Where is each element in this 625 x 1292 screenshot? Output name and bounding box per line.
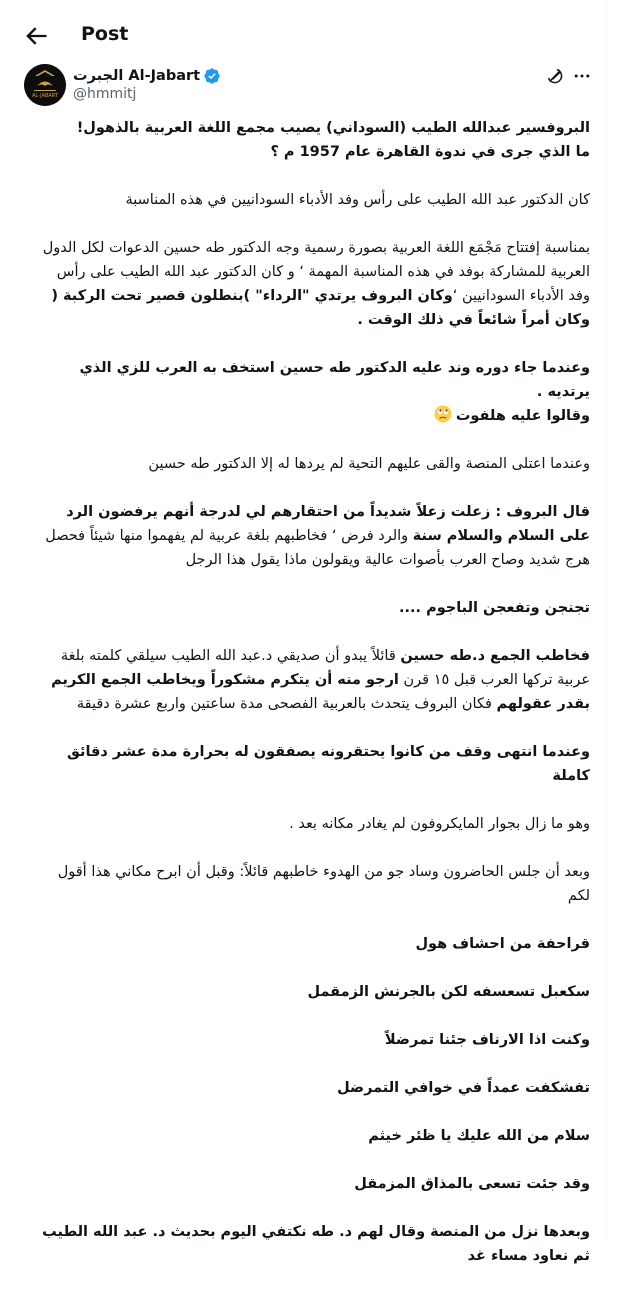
paragraph-bold-text: قال البروف : زعلت زعلاً شديداً من احتقارهم لي لدرجة أنهم يرفضون الرد على السلام والسلام سنة bbox=[66, 504, 590, 544]
paragraph-bold-text: ارجو منه أن يتكرم مشكوراً ويخاطب الجمع الكريم بقدر عقولهم bbox=[51, 672, 590, 712]
grok-icon[interactable] bbox=[545, 66, 565, 86]
tweet-paragraph bbox=[40, 500, 590, 572]
back-arrow-icon[interactable] bbox=[22, 22, 50, 50]
paragraph-bold-text: فخاطب الجمع د.طه حسين bbox=[400, 648, 590, 664]
avatar-text: AL-JABART bbox=[31, 93, 59, 99]
paragraph-text: والرد فرض ‘ فخاطبهم بلغة عربية لم يفهموا منها شيئاً فحصل هرج شديد وصاح العرب بأصوات عالية ويقولون ماذا يقول هذا الرجل bbox=[45, 528, 590, 568]
paragraph-text: وعندما جاء دوره وند عليه الدكتور طه حسين استخف به العرب للزي الذي يرتديه . وقالوا عليه هلفوت bbox=[79, 360, 590, 424]
tweet-text bbox=[40, 116, 590, 1292]
verified-badge-icon bbox=[203, 67, 221, 85]
column-divider bbox=[606, 0, 607, 1240]
tweet-paragraph: وعندما اعتلى المنصة والقى عليهم التحية لم يردها له إلا الدكتور طه حسين bbox=[148, 456, 590, 472]
author-name-row[interactable] bbox=[73, 66, 221, 86]
top-bar bbox=[0, 0, 625, 72]
tweet-paragraph bbox=[40, 236, 590, 332]
avatar-logo bbox=[24, 64, 66, 106]
tweet-paragraph: وقد جئت تسعى بالمذاق المزمقل bbox=[354, 1176, 590, 1192]
tweet-paragraph: وبعد أن جلس الحاضرون وساد جو من الهدوء خاطبهم قائلاً: وقبل أن ابرح مكاني هذا أقول لكم bbox=[57, 864, 590, 904]
tweet-paragraph: وكنت اذا الارناف جئنا تمرضلاً bbox=[384, 1032, 590, 1048]
tweet-paragraph: كان الدكتور عبد الله الطيب على رأس وفد الأدباء السودانيين في هذه المناسبة bbox=[125, 192, 590, 208]
tweet-paragraph: تفشكفت عمداً في خوافي التمرضل bbox=[337, 1080, 590, 1096]
tweet-paragraph bbox=[40, 356, 590, 428]
paragraph-text: بمناسبة إفتتاح مَجْمَع اللغة العربية بصورة رسمية وجه الدكتور طه حسين الدعوات لكل الدول العربية للمشاركة بوفد في هذه المناسبة المهمة ‘ و كان الدكتور عبد الله الطيب على رأس وفد الأدباء السودانيين ‘ bbox=[42, 240, 590, 304]
tweet-paragraph: وعندما انتهى وقف من كانوا يحتقرونه يصفقون له بحرارة مدة عشر دقائق كاملة bbox=[66, 744, 590, 784]
tweet-paragraph: البروفسير عبدالله الطيب (السوداني) يصيب مجمع اللغة العربية بالذهول! ما الذي جرى في ندوة القاهرة عام 1957 م ؟ bbox=[76, 120, 590, 160]
paragraph-text: قائلاً يبدو أن صديقي د.عبد الله الطيب سيلقي كلمته بلغة عربية تركها العرب قبل ١٥ قرن bbox=[60, 648, 590, 688]
tweet-paragraph: قراحفة من احشاف هول bbox=[415, 936, 590, 952]
tweet-paragraph: تجنجن وتفعجن الباجوم .... bbox=[398, 600, 590, 616]
avatar[interactable] bbox=[24, 64, 66, 106]
paragraph-bold-text: وكان البروف يرتدي "الرداء" )بنطلون قصير تحت الركبة ( وكان أمراً شائعاً في ذلك الوقت . bbox=[51, 288, 590, 328]
tweet-paragraph: وهو ما زال بجوار المايكروفون لم يغادر مكانه بعد . bbox=[289, 816, 590, 832]
display-name[interactable]: الجبرت Al-Jabart bbox=[73, 68, 201, 84]
page-title: Post bbox=[81, 23, 129, 45]
tweet-paragraph: وبعدها نزل من المنصة وقال لهم د. طه نكتفي اليوم بحديث د. عبد الله الطيب ثم نعاود مساء غد bbox=[42, 1224, 590, 1264]
paragraph-text: فكان البروف يتحدث بالعربية الفصحى مدة ساعتين واربع عشرة دقيقة bbox=[76, 696, 497, 712]
face-with-rolling-eyes-emoji-icon bbox=[434, 405, 452, 423]
tweet-paragraph bbox=[40, 644, 590, 716]
author-handle[interactable]: @hmmitj bbox=[73, 86, 137, 102]
tweet-paragraph: سكعبل تسعسفه لكن بالجرنش الزمقمل bbox=[307, 984, 590, 1000]
more-icon[interactable] bbox=[572, 66, 592, 86]
tweet-paragraph: سلام من الله عليك يا ظئر خيثم bbox=[368, 1128, 590, 1144]
